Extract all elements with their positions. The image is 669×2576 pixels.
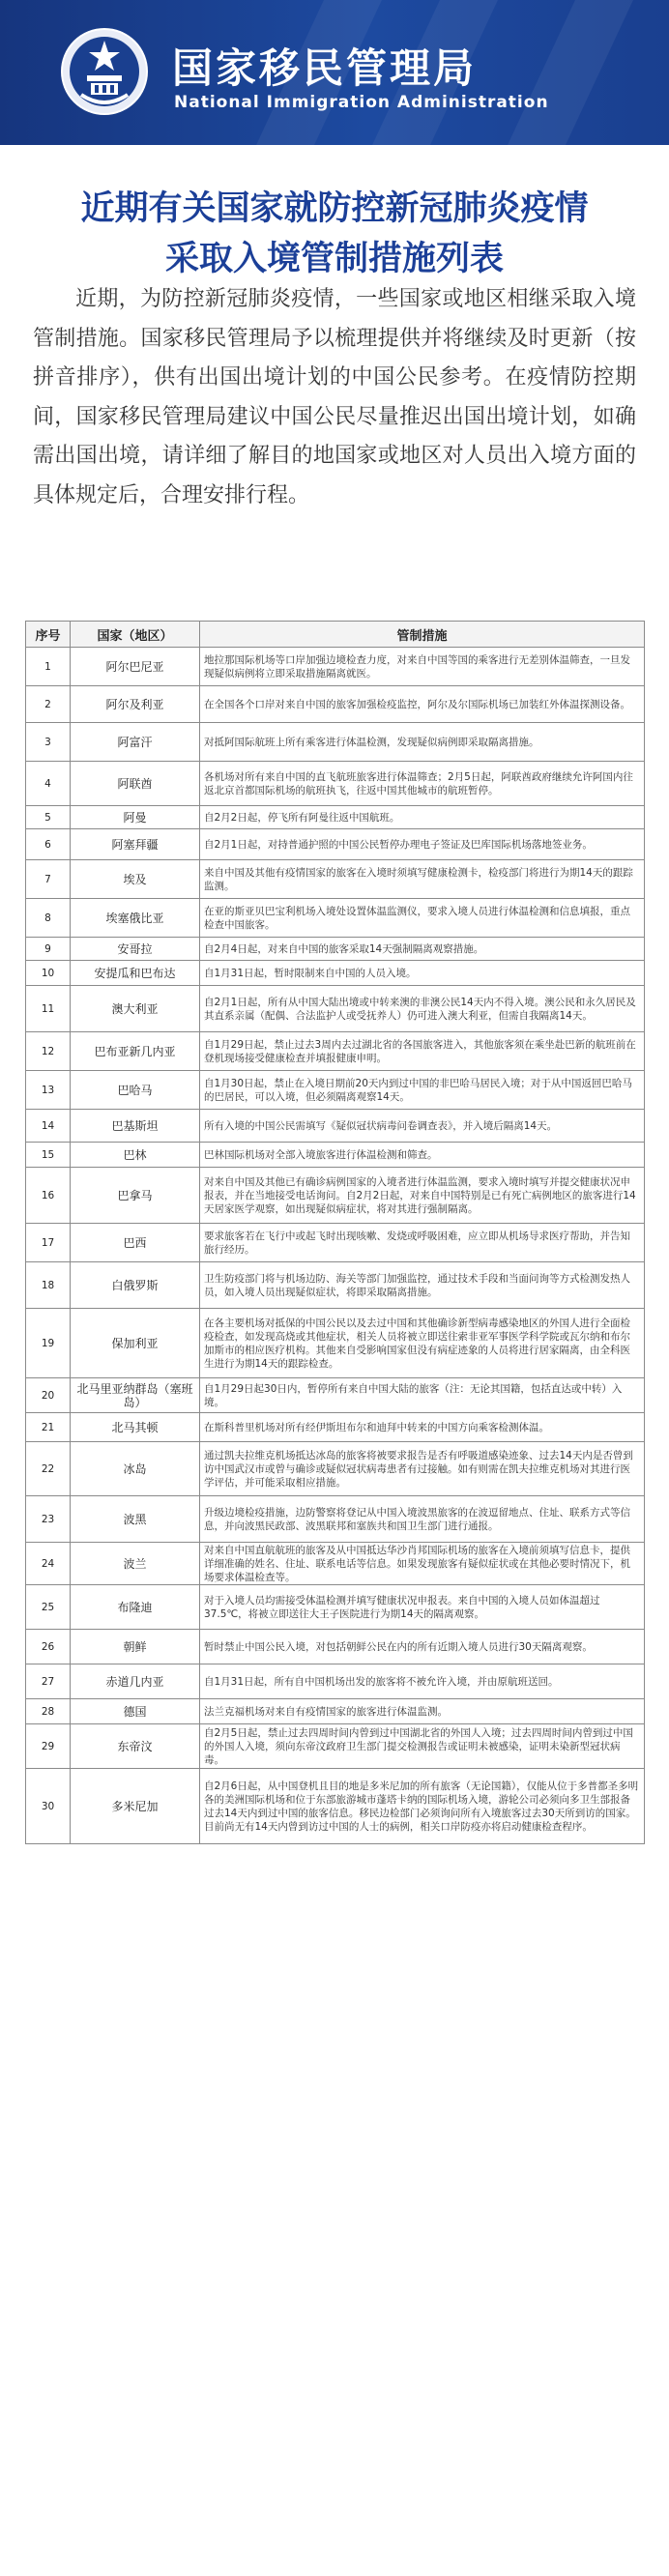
row-number: 14 [26,1110,71,1143]
header-no: 序号 [26,622,71,648]
row-number: 11 [26,986,71,1032]
table-row [26,860,645,899]
row-number: 12 [26,1032,71,1071]
row-measure: 对来自中国及其他已有确诊病例国家的入境者进行体温监测，要求入境时填写并提交健康状况申报表，并在当地接受电话询问。自2月2日起，对来自中国特别是已有死亡病例地区的旅客进行14天居家医学观察，如出现疑似病症状，将对其进行强制隔离。 [200,1168,645,1224]
header-measures: 管制措施 [200,622,645,648]
row-measure: 对来自中国直航航班的旅客及从中国抵达华沙肖邦国际机场的旅客在入境前须填写信息卡，提供详细准确的姓名、住址、联系电话等信息。如果发现旅客有疑似症状或在其他必要时情况下，机场要求体温检查等。 [200,1543,645,1585]
table-row [26,723,645,762]
row-country: 巴拿马 [71,1168,200,1224]
row-number: 7 [26,860,71,899]
row-country: 朝鲜 [71,1630,200,1664]
row-country: 波黑 [71,1496,200,1543]
row-measure: 自2月5日起，禁止过去四周时间内曾到过中国湖北省的外国人入境；过去四周时间内曾到过中国的外国人入境，须向东帝汶政府卫生部门提交检测报告或证明未被感染，证明未染新型冠状病毒。 [200,1724,645,1769]
row-number: 22 [26,1442,71,1496]
row-country: 多米尼加 [71,1769,200,1844]
table-row [26,1699,645,1724]
row-measure: 所有入境的中国公民需填写《疑似冠状病毒问卷调查表》，并入境后隔离14天。 [200,1110,645,1143]
row-number: 17 [26,1224,71,1262]
table-row [26,1543,645,1585]
table-row [26,1071,645,1110]
table-row [26,1262,645,1309]
row-country: 巴布亚新几内亚 [71,1032,200,1071]
row-country: 阿塞拜疆 [71,829,200,860]
row-number: 8 [26,899,71,938]
table-header-row [26,622,645,648]
row-country: 阿富汗 [71,723,200,762]
row-measure: 在亚的斯亚贝巴宝利机场入境处设置体温监测仪，要求入境人员进行体温检测和信息填报，重点检查中国旅客。 [200,899,645,938]
row-country: 巴哈马 [71,1071,200,1110]
row-country: 白俄罗斯 [71,1262,200,1309]
row-country: 埃及 [71,860,200,899]
header-banner [0,0,669,145]
row-country: 布隆迪 [71,1585,200,1630]
row-number: 2 [26,686,71,723]
row-number: 21 [26,1413,71,1442]
table-row [26,648,645,686]
row-number: 27 [26,1664,71,1699]
row-country: 波兰 [71,1543,200,1585]
row-number: 25 [26,1585,71,1630]
row-country: 阿尔及利亚 [71,686,200,723]
row-measure: 自2月4日起，对来自中国的旅客采取14天强制隔离观察措施。 [200,938,645,961]
row-measure: 在斯科普里机场对所有经伊斯坦布尔和迪拜中转来的中国方向乘客检测体温。 [200,1413,645,1442]
header-country: 国家（地区） [71,622,200,648]
row-country: 阿尔巴尼亚 [71,648,200,686]
row-country: 北马里亚纳群岛（塞班岛） [71,1378,200,1413]
table-row [26,938,645,961]
row-measure: 对于入境人员均需接受体温检测并填写健康状况申报表。来自中国的入境人员如体温超过37.5℃，将被立即送往大王子医院进行为期14天的隔离观察。 [200,1585,645,1630]
row-country: 安提瓜和巴布达 [71,961,200,986]
row-measure: 自1月30日起，禁止在入境日期前20天内到过中国的非巴哈马居民入境；对于从中国返回巴哈马的巴居民，可以入境，但必须隔离观察14天。 [200,1071,645,1110]
row-number: 20 [26,1378,71,1413]
row-measure: 自1月29日起30日内，暂停所有来自中国大陆的旅客（注：无论其国籍，包括直达或中转）入境。 [200,1378,645,1413]
table-row [26,1224,645,1262]
table-row [26,1585,645,1630]
row-measure: 自2月2日起，停飞所有阿曼往返中国航班。 [200,806,645,829]
row-measure: 各机场对所有来自中国的直飞航班旅客进行体温筛查；2月5日起，阿联酋政府继续允许阿国内往返北京首都国际机场的航班执飞，往返中国其他城市的航班暂停。 [200,762,645,806]
table-row [26,961,645,986]
row-number: 24 [26,1543,71,1585]
row-number: 18 [26,1262,71,1309]
row-country: 北马其顿 [71,1413,200,1442]
row-number: 26 [26,1630,71,1664]
row-number: 15 [26,1143,71,1168]
row-number: 23 [26,1496,71,1543]
table-row [26,1032,645,1071]
row-number: 28 [26,1699,71,1724]
row-measure: 在全国各个口岸对来自中国的旅客加强检疫监控，阿尔及尔国际机场已加装红外体温探测设备。 [200,686,645,723]
row-measure: 升级边境检疫措施，边防警察将登记从中国入境波黑旅客的在波逗留地点、住址、联系方式等信息，并向波黑民政部、波黑联邦和塞族共和国卫生部门进行通报。 [200,1496,645,1543]
police-emblem-icon [60,27,149,116]
table-row [26,1143,645,1168]
row-measure: 通过凯夫拉维克机场抵达冰岛的旅客将被要求报告是否有呼吸道感染迹象、过去14天内是否曾到访中国武汉市或曾与确诊或疑似冠状病毒患者有过接触。如有则需在凯夫拉维克机场对其进行医学评估，并可能采取相应措施。 [200,1442,645,1496]
table-row [26,1378,645,1413]
row-measure: 自2月1日起，所有从中国大陆出境或中转来澳的非澳公民14天内不得入境。澳公民和永久居民及其直系亲属（配偶、合法监护人或受抚养人）仍可进入澳大利亚，但需自我隔离14天。 [200,986,645,1032]
row-country: 巴基斯坦 [71,1110,200,1143]
row-number: 16 [26,1168,71,1224]
table-row [26,1168,645,1224]
row-country: 德国 [71,1699,200,1724]
row-number: 29 [26,1724,71,1769]
row-measure: 法兰克福机场对来自有疫情国家的旅客进行体温监测。 [200,1699,645,1724]
measures-table [25,621,645,1844]
row-measure: 对抵阿国际航班上所有乘客进行体温检测，发现疑似病例即采取隔离措施。 [200,723,645,762]
table-row [26,1664,645,1699]
table-row [26,1769,645,1844]
table-row [26,1442,645,1496]
table-row [26,1413,645,1442]
row-measure: 在各主要机场对抵保的中国公民以及去过中国和其他确诊新型病毒感染地区的外国人进行全面检疫检查，如发现高烧或其他症状，相关人员将被立即送往索非亚军事医学科学院或瓦尔纳和布尔加斯市的相应医疗机构。其他来自受影响国家但没有病症迹象的人员将进行居家隔离，由全科医生进行为期14天的跟踪检查。 [200,1309,645,1378]
table-row [26,806,645,829]
row-measure: 自1月29日起，禁止过去3周内去过湖北省的各国旅客进入，其他旅客须在乘坐赴巴新的航班前在登机现场接受健康检查并填报健康申明。 [200,1032,645,1071]
row-country: 阿曼 [71,806,200,829]
row-measure: 自2月6日起，从中国登机且目的地是多米尼加的所有旅客（无论国籍），仅能从位于多普都圣多明各的美洲国际机场和位于东部旅游城市蓬塔卡纳的国际机场入境，游轮公司必须向多卫生部报备过去14天内到过中国的旅客信息。移民边检部门必须询问所有入境旅客过去30天所到访的国家。目前尚无有14天内曾到访过中国的人士的病例，相关口岸防疫亦将启动健康检查程序。 [200,1769,645,1844]
table-row [26,762,645,806]
table-row [26,686,645,723]
row-measure: 巴林国际机场对全部入境旅客进行体温检测和筛查。 [200,1143,645,1168]
table-row [26,986,645,1032]
table-row [26,1724,645,1769]
org-name-en: National Immigration Administration [174,93,549,112]
row-measure: 地拉那国际机场等口岸加强边境检查力度，对来自中国等国的乘客进行无差别体温筛查，一旦发现疑似病例将立即采取措施隔离就医。 [200,648,645,686]
intro-paragraph: 近期，为防控新冠肺炎疫情，一些国家或地区相继采取入境管制措施。国家移民管理局予以梳理提供并将继续及时更新（按拼音排序），供有出国出境计划的中国公民参考。在疫情防控期间，国家移民管理局建议中国公民尽量推迟出国出境计划，如确需出国出境，请详细了解目的地国家或地区对人员出入境方面的具体规定后，合理安排行程。 [33,287,636,507]
row-number: 30 [26,1769,71,1844]
page-title-line1: 近期有关国家就防控新冠肺炎疫情 [80,189,589,228]
row-number: 4 [26,762,71,806]
table-row [26,1630,645,1664]
measures-table-container [25,621,644,1844]
row-country: 东帝汶 [71,1724,200,1769]
row-measure: 卫生防疫部门将与机场边防、海关等部门加强监控，通过技术手段和当面问询等方式检测发热人员，如入境人员出现疑似症状，将即采取隔离措施。 [200,1262,645,1309]
table-row [26,899,645,938]
row-country: 埃塞俄比亚 [71,899,200,938]
org-name-cn: 国家移民管理局 [172,44,478,92]
row-number: 3 [26,723,71,762]
row-measure: 要求旅客若在飞行中或起飞时出现咳嗽、发烧或呼吸困难，应立即从机场导求医疗帮助，并告知旅行经历。 [200,1224,645,1262]
row-country: 冰岛 [71,1442,200,1496]
row-country: 安哥拉 [71,938,200,961]
row-number: 1 [26,648,71,686]
row-measure: 自2月1日起，对持普通护照的中国公民暂停办理电子签证及巴库国际机场落地签业务。 [200,829,645,860]
row-country: 巴西 [71,1224,200,1262]
table-row [26,829,645,860]
row-country: 澳大利亚 [71,986,200,1032]
row-measure: 暂时禁止中国公民入境，对包括朝鲜公民在内的所有近期入境人员进行30天隔离观察。 [200,1630,645,1664]
row-measure: 自1月31日起，暂时限制来自中国的人员入境。 [200,961,645,986]
row-country: 阿联酋 [71,762,200,806]
row-country: 保加利亚 [71,1309,200,1378]
row-measure: 自1月31日起，所有自中国机场出发的旅客将不被允许入境，并由原航班送回。 [200,1664,645,1699]
row-measure: 来自中国及其他有疫情国家的旅客在入境时须填写健康检测卡，检疫部门将进行为期14天的跟踪监测。 [200,860,645,899]
row-country: 巴林 [71,1143,200,1168]
row-number: 9 [26,938,71,961]
table-row [26,1496,645,1543]
table-row [26,1309,645,1378]
row-number: 6 [26,829,71,860]
row-country: 赤道几内亚 [71,1664,200,1699]
table-row [26,1110,645,1143]
row-number: 13 [26,1071,71,1110]
row-number: 19 [26,1309,71,1378]
row-number: 10 [26,961,71,986]
row-number: 5 [26,806,71,829]
page-title-line2: 采取入境管制措施列表 [164,240,504,278]
